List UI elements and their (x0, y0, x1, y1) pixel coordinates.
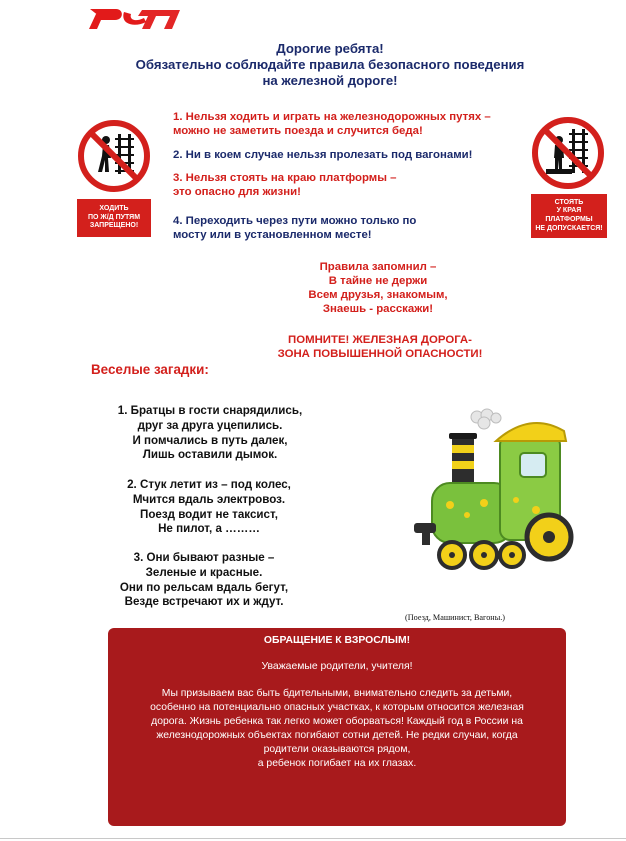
appeal-title: ОБРАЩЕНИЕ К ВЗРОСЛЫМ! (263, 635, 411, 646)
poem: Правила запомнил – В тайне не держи Всем друзья, знакомым, Знаешь - расскажи! (308, 261, 448, 315)
riddle-2: 2. Стук летит из – под колес, Мчится вдаль электровоз. Поезд водит не таксист, Не пилот, а ……… (127, 478, 291, 536)
appeal-greeting: Уважаемые родители, учителя! (261, 661, 413, 672)
no-walking-on-tracks-icon (78, 120, 150, 192)
rzd-logo (84, 6, 184, 32)
appeal-to-adults-box (108, 628, 566, 826)
riddles-heading: Веселые загадки: (91, 362, 209, 377)
page-bottom-divider (0, 838, 626, 839)
rule-1: 1. Нельзя ходить и играть на железнодорожных путях – можно не заметить поезда и случится беда! (173, 111, 491, 137)
page-title: Дорогие ребята! Обязательно соблюдайте правила безопасного поведения на железной дороге! (135, 41, 525, 88)
danger-warning: ПОМНИТЕ! ЖЕЛЕЗНАЯ ДОРОГА- ЗОНА ПОВЫШЕННОЙ ОПАСНОСТИ! (277, 334, 483, 360)
appeal-body: Мы призываем вас быть бдительными, внимательно следить за детьми, особенно на потенциально опасных участках, к которым относится железная дорога. Жизнь ребенка так легко может оборваться! Каждый год в России на железнодорожных объектах погибают сотни детей. Не редки случаи, когда родители оказываются рядом, а ребенок погибает на их глазах. (150, 688, 524, 769)
no-standing-on-platform-edge-icon (532, 117, 604, 189)
rule-3: 3. Нельзя стоять на краю платформы – это опасно для жизни! (173, 172, 397, 198)
riddle-answers: (Поезд, Машинист, Вагоны.) (405, 613, 505, 622)
rule-4: 4. Переходить через пути можно только по мосту или в установленном месте! (173, 215, 417, 241)
rule-2: 2. Ни в коем случае нельзя пролезать под вагонами! (173, 149, 473, 161)
sign-right-label: СТОЯТЬ У КРАЯ ПЛАТФОРМЫ НЕ ДОПУСКАЕТСЯ! (531, 194, 607, 238)
riddle-3: 3. Они бывают разные – Зеленые и красные. Они по рельсам вдаль бегут, Везде встречают их и ждут. (119, 551, 289, 609)
sign-left-label: ХОДИТЬ ПО Ж/Д ПУТЯМ ЗАПРЕЩЕНО! (77, 199, 151, 237)
riddle-1: 1. Братцы в гости снарядились, друг за друга уцепились. И помчались в путь далек, Лишь оставили дымок. (117, 404, 303, 462)
toy-train-icon (412, 405, 582, 580)
